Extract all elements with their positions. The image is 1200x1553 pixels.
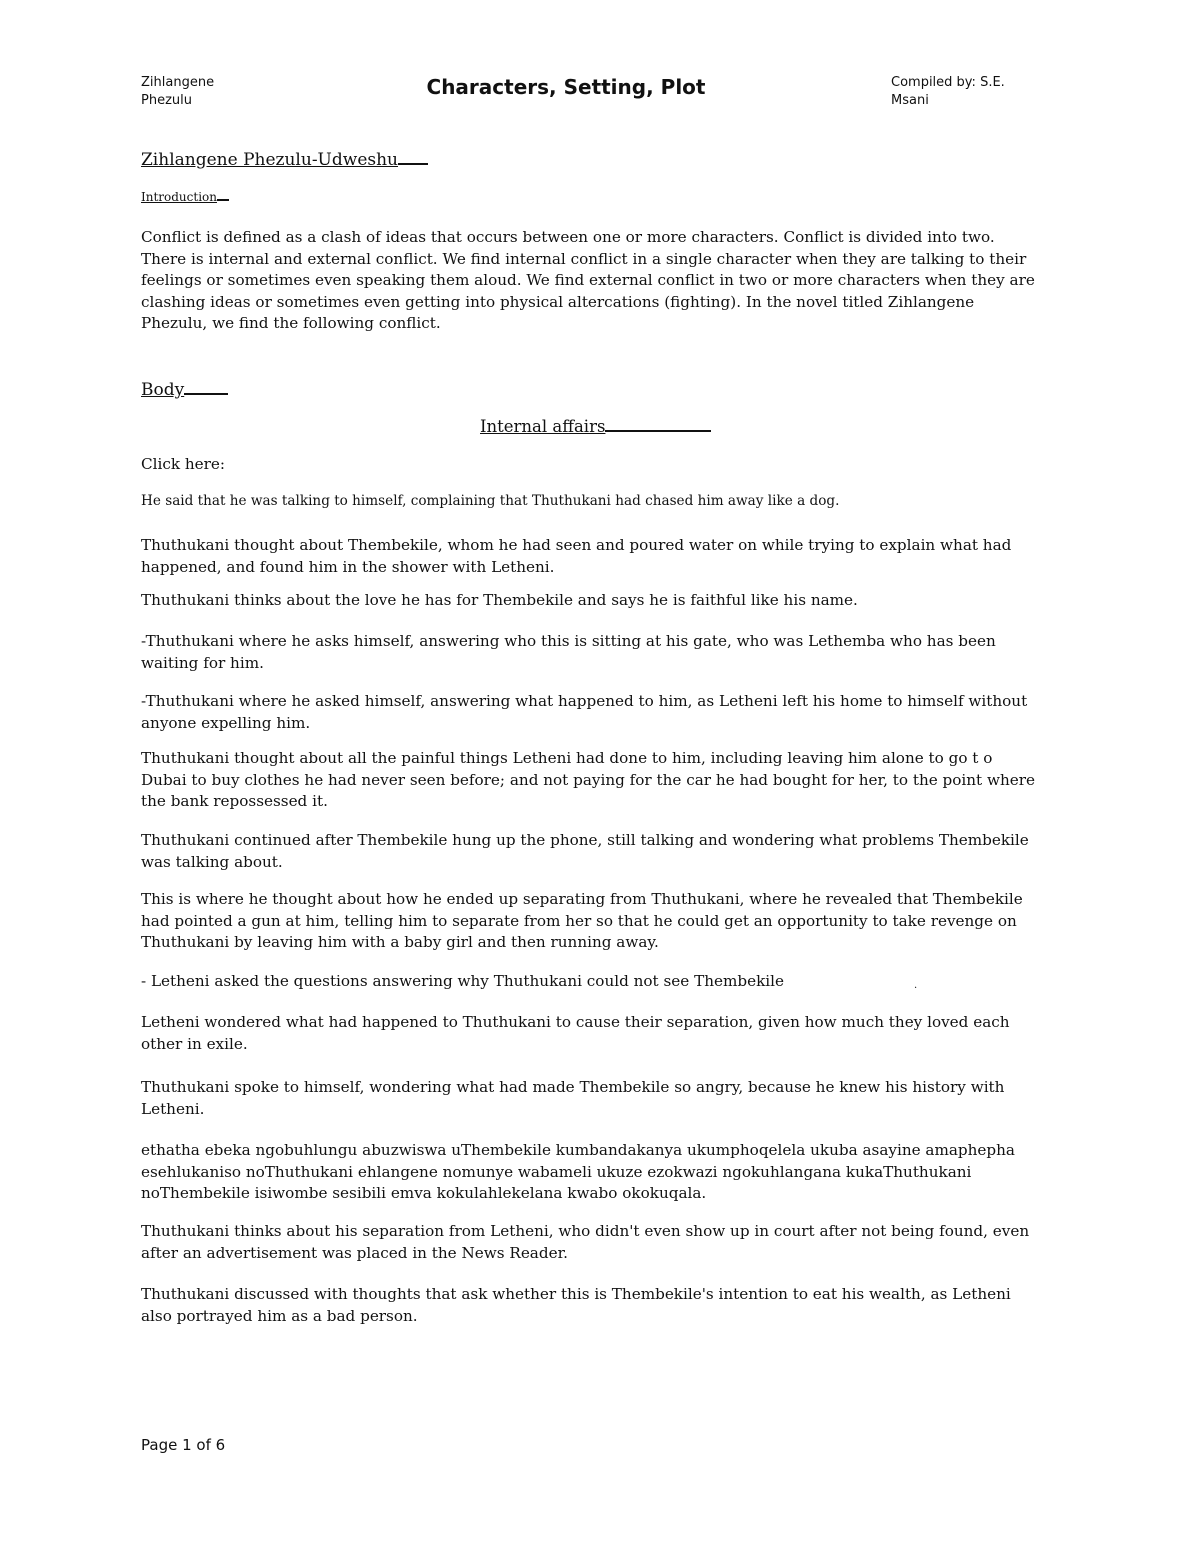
header-title: Characters, Setting, Plot <box>426 75 706 99</box>
header-left: Zihlangene Phezulu <box>141 75 215 108</box>
internal-affairs-heading <box>480 414 711 438</box>
paragraph-14: Thuthukani discussed with thoughts that ask whether this is Thembekile's intention to eat his wealth, as Letheni also portrayed him as a bad person. <box>141 1285 1011 1325</box>
paragraph-1: He said that he was talking to himself, complaining that Thuthukani had chased him away like a dog. <box>141 493 840 509</box>
paragraph-3: Thuthukani thinks about the love he has for Thembekile and says he is faithful like his name. <box>141 591 858 609</box>
paragraph-5: -Thuthukani where he asked himself, answering what happened to him, as Letheni left his home to himself without anyone expelling him. <box>141 692 1028 732</box>
click-here-link[interactable]: Click here: <box>141 455 226 473</box>
stray-dot: . <box>914 980 918 991</box>
introduction-heading-text: Introduction <box>141 190 217 204</box>
paragraph-4: -Thuthukani where he asks himself, answering who this is sitting at his gate, who was Lethemba who has been waiting for him. <box>141 632 996 672</box>
internal-affairs-heading-text: Internal affairs <box>480 417 606 436</box>
introduction-paragraph: Conflict is defined as a clash of ideas that occurs between one or more characters. Conflict is divided into two. There is internal and external conflict. We find internal conflict in a single character when they are talking to their feelings or sometimes even speaking them aloud. We find external conflict in two or more characters when they are clashing ideas or sometimes even getting into physical altercations (fighting). In the novel titled Zihlangene Phezulu, we find the following conflict. <box>141 228 1035 332</box>
body-heading-text: Body <box>141 380 185 400</box>
paragraph-11: Thuthukani spoke to himself, wondering what had made Thembekile so angry, because he knew his history with Letheni. <box>141 1078 1005 1118</box>
document-title <box>141 146 428 171</box>
paragraph-8: This is where he thought about how he ended up separating from Thuthukani, where he revealed that Thembekile had pointed a gun at him, telling him to separate from her so that he could get an opportunity to take revenge on Thuthukani by leaving him with a baby girl and then running away. <box>141 890 1023 951</box>
paragraph-12: ethatha ebeka ngobuhlungu abuzwiswa uThembekile kumbandakanya ukumphoqelela ukuba asayine amaphepha esehlukaniso noThuthukani ehlangene nomunye wabameli ukuze ezokwazi ngokuhlangana kukaThuthukani noThembekile isiwombe sesibili emva kokulahlekelana kwabo okokuqala. <box>141 1141 1015 1202</box>
document-title-text: Zihlangene Phezulu-Udweshu <box>141 150 399 170</box>
paragraph-9: - Letheni asked the questions answering why Thuthukani could not see Thembekile <box>141 972 784 990</box>
paragraph-2: Thuthukani thought about Thembekile, whom he had seen and poured water on while trying to explain what had happened, and found him in the shower with Letheni. <box>141 536 1012 576</box>
paragraph-6: Thuthukani thought about all the painful things Letheni had done to him, including leaving him alone to go t o Dubai to buy clothes he had never seen before; and not paying for the car he had bought for her, to the point where the bank repossessed it. <box>141 749 1036 810</box>
paragraph-10: Letheni wondered what had happened to Thuthukani to cause their separation, given how much they loved each other in exile. <box>141 1013 1010 1053</box>
page-number: Page 1 of 6 <box>141 1436 226 1454</box>
header-right: Compiled by: S.E. Msani <box>891 75 1005 108</box>
introduction-heading <box>141 187 229 205</box>
body-heading <box>141 376 228 401</box>
paragraph-13: Thuthukani thinks about his separation from Letheni, who didn't even show up in court after not being found, even after an advertisement was placed in the News Reader. <box>141 1222 1030 1262</box>
paragraph-7: Thuthukani continued after Thembekile hung up the phone, still talking and wondering what problems Thembekile was talking about. <box>141 831 1029 871</box>
